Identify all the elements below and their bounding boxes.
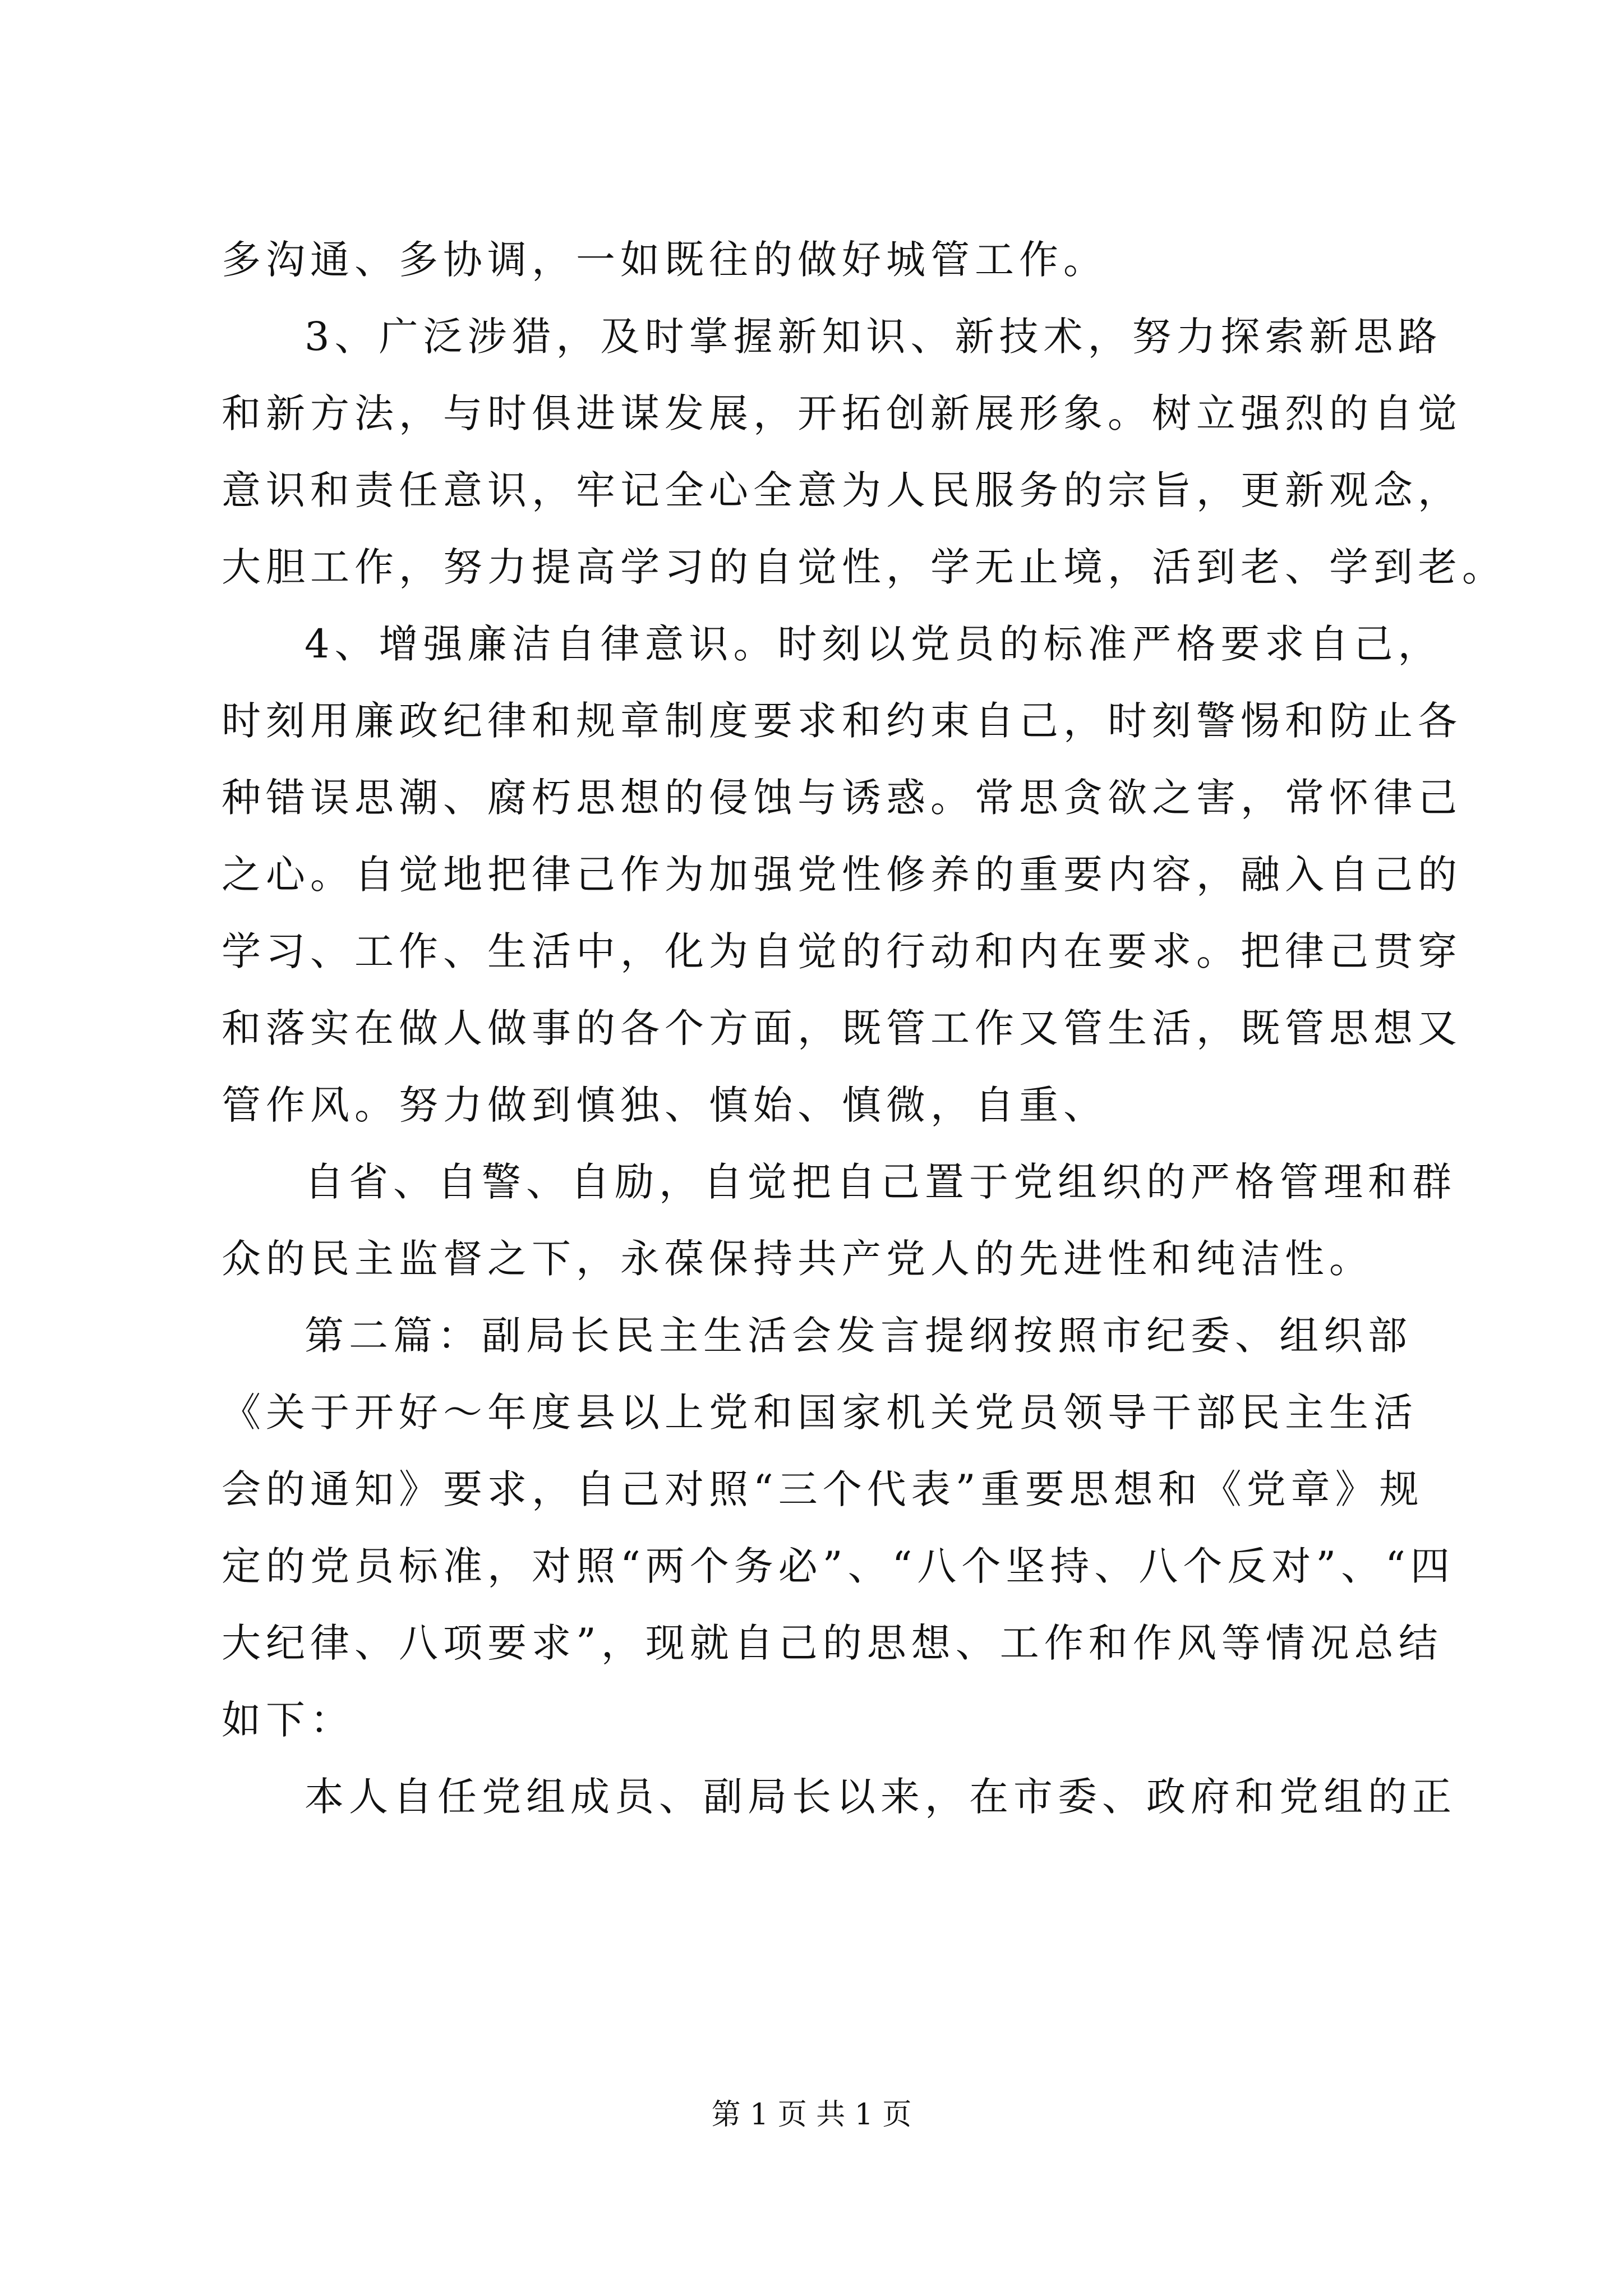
paragraph-line: 第二篇：副局长民主生活会发言提纲按照市纪委、组织部: [305, 1313, 1412, 1359]
document-body: [222, 222, 1506, 1835]
paragraph-line: 多沟通、多协调，一如既往的做好城管工作。: [222, 237, 1108, 283]
paragraph-line: 定的党员标准，对照“两个务必”、“八个坚持、八个反对”、“四: [222, 1543, 1455, 1589]
paragraph-line: 管作风。努力做到慎独、慎始、慎微，自重、: [222, 1082, 1108, 1128]
paragraph-line: 和新方法，与时俱进谋发展，开拓创新展形象。树立强烈的自觉: [222, 390, 1462, 436]
paragraph-line: 意识和责任意识，牢记全心全意为人民服务的宗旨，更新观念，: [222, 467, 1462, 513]
paragraph-line: 之心。自觉地把律己作为加强党性修养的重要内容，融入自己的: [222, 852, 1462, 898]
paragraph-line: 大胆工作，努力提高学习的自觉性，学无止境，活到老、学到老。: [222, 544, 1506, 590]
paragraph-line: 《关于开好～年度县以上党和国家机关党员领导干部民主生活: [222, 1389, 1418, 1435]
paragraph-line: 众的民主监督之下，永葆保持共产党人的先进性和纯洁性。: [222, 1236, 1373, 1282]
paragraph-line: 本人自任党组成员、副局长以来，在市委、政府和党组的正: [305, 1774, 1456, 1820]
paragraph-line: 4、增强廉洁自律意识。时刻以党员的标准严格要求自己，: [305, 621, 1442, 667]
paragraph-line: 3、广泛涉猎，及时掌握新知识、新技术，努力探索新思路: [305, 314, 1442, 360]
paragraph-line: 种错误思潮、腐朽思想的侵蚀与诱惑。常思贪欲之害，常怀律己: [222, 775, 1462, 821]
paragraph-line: 会的通知》要求，自己对照“三个代表”重要思想和《党章》规: [222, 1466, 1424, 1512]
paragraph-line: 大纪律、八项要求”，现就自己的思想、工作和作风等情况总结: [222, 1620, 1443, 1666]
paragraph-line: 和落实在做人做事的各个方面，既管工作又管生活，既管思想又: [222, 1005, 1462, 1051]
paragraph-line: 如下：: [222, 1697, 354, 1743]
page-footer: 第 1 页 共 1 页: [711, 2098, 912, 2132]
paragraph-line: 学习、工作、生活中，化为自觉的行动和内在要求。把律己贯穿: [222, 928, 1462, 974]
paragraph-line: 自省、自警、自励，自觉把自己置于党组织的严格管理和群: [305, 1159, 1456, 1205]
paragraph-line: 时刻用廉政纪律和规章制度要求和约束自己，时刻警惕和防止各: [222, 698, 1462, 744]
